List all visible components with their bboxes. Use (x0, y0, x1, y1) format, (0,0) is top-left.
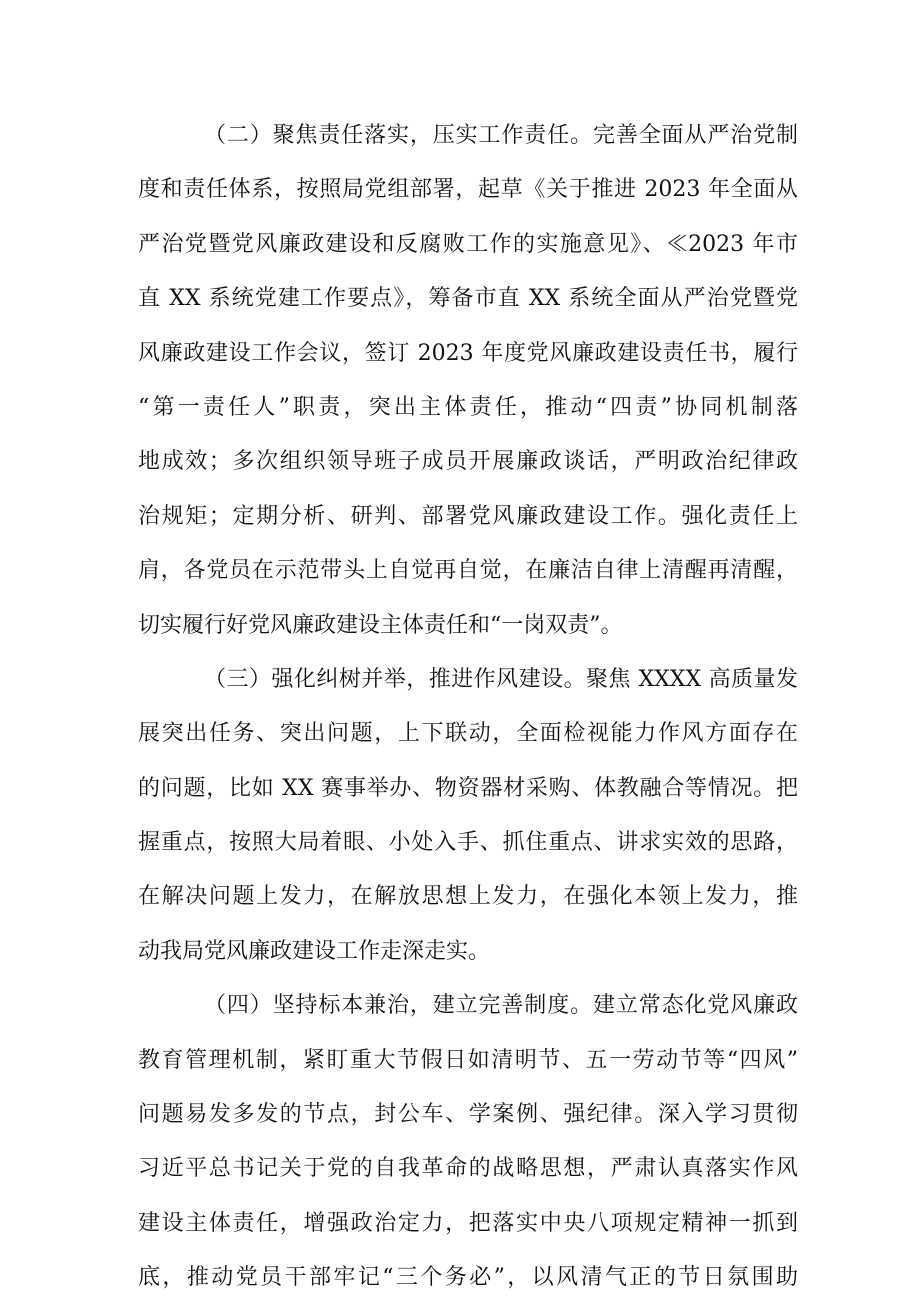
paragraph-section-2 (138, 109, 798, 653)
paragraph-line: 治规矩；定期分析、研判、部署党风廉政建设工作。强化责任上 (138, 503, 798, 529)
paragraph-line: 建设主体责任，增强政治定力，把落实中央八项规定精神一抓到 (138, 1210, 798, 1236)
paragraph-line: （三）强化纠树并举，推进作风建设。聚焦 XXXX 高质量发 (204, 666, 798, 692)
paragraph-line: 教育管理机制，紧盯重大节假日如清明节、五一劳动节等“四风” (138, 1047, 798, 1073)
paragraph-line: 展突出任务、突出问题，上下联动，全面检视能力作风方面存在 (138, 721, 798, 747)
paragraph-line: 在解决问题上发力，在解放思想上发力，在强化本领上发力，推 (138, 884, 798, 910)
paragraph-line: 风廉政建设工作会议，签订 2023 年度党风廉政建设责任书，履行 (138, 340, 798, 366)
paragraph-line: （四）坚持标本兼治，建立完善制度。建立常态化党风廉政 (204, 993, 798, 1019)
paragraph-line: 直 XX 系统党建工作要点》，筹备市直 XX 系统全面从严治党暨党 (138, 286, 798, 312)
paragraph-line: 底，推动党员干部牢记“三个务必”，以风清气正的节日氛围助 (138, 1265, 798, 1291)
paragraph-section-3 (138, 653, 798, 979)
paragraph-line: 的问题，比如 XX 赛事举办、物资器材采购、体教融合等情况。把 (138, 775, 798, 801)
paragraph-line: 严治党暨党风廉政建设和反腐败工作的实施意见》、≪2023 年市 (138, 231, 798, 257)
paragraph-line: 切实履行好党风廉政建设主体责任和“一岗双责”。 (138, 612, 623, 638)
paragraph-line: 肩，各党员在示范带头上自觉再自觉，在廉洁自律上清醒再清醒， (138, 558, 798, 584)
paragraph-line: （二）聚焦责任落实，压实工作责任。完善全面从严治党制 (204, 123, 798, 148)
paragraph-line: 动我局党风廉政建设工作走深走实。 (138, 938, 491, 964)
paragraph-line: “第一责任人”职责，突出主体责任，推动“四责”协同机制落 (138, 394, 798, 420)
paragraph-line: 地成效；多次组织领导班子成员开展廉政谈话，严明政治纪律政 (138, 449, 798, 475)
paragraph-section-4 (138, 979, 798, 1305)
paragraph-line: 度和责任体系，按照局党组部署，起草《关于推进 2023 年全面从 (138, 177, 798, 203)
document-body (138, 109, 798, 1306)
paragraph-line: 习近平总书记关于党的自我革命的战略思想，严肃认真落实作风 (138, 1156, 798, 1182)
paragraph-line: 握重点，按照大局着眼、小处入手、抓住重点、讲求实效的思路， (138, 830, 798, 856)
paragraph-line: 问题易发多发的节点，封公车、学案例、强纪律。深入学习贯彻 (138, 1102, 798, 1128)
